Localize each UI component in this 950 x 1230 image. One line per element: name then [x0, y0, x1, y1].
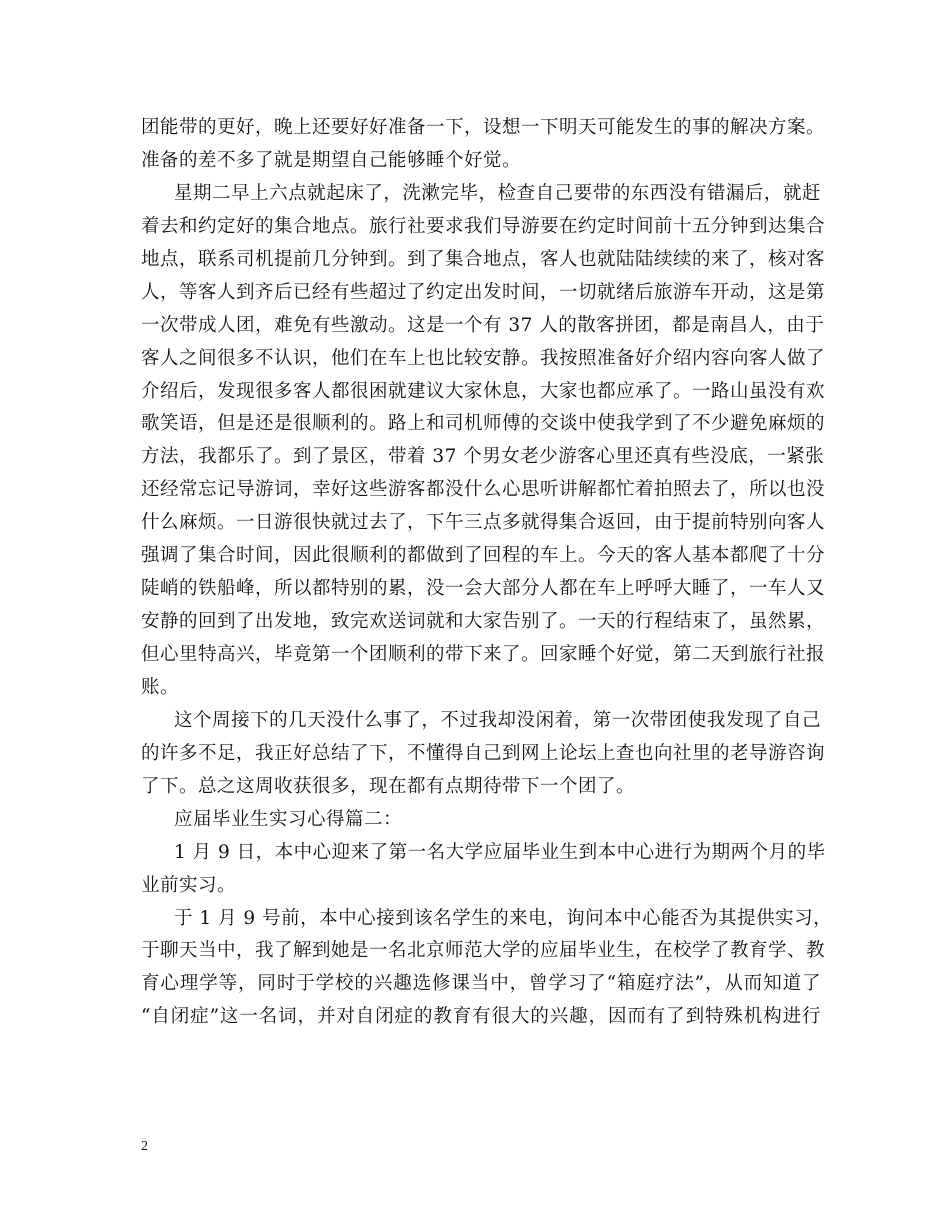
- text-line: 业前实习。: [141, 874, 237, 896]
- text-line: 了下。总之这周收获很多，现在都有点期待带下一个团了。: [141, 775, 636, 797]
- text-line: 介绍后，发现很多客人都很困就建议大家休息，大家也都应承了。一路山虽没有欢: [141, 380, 826, 402]
- text-line: 客人之间很多不认识，他们在车上也比较安静。我按照准备好介绍内容向客人做了: [141, 347, 826, 369]
- text-line: 一次带成人团，难免有些激动。这是一个有 37 人的散客拼团，都是南昌人，由于: [141, 314, 825, 336]
- page-number: 2: [141, 1139, 148, 1154]
- text-line: 安静的回到了出发地，致完欢送词就和大家告别了。一天的行程结束了，虽然累，: [141, 611, 826, 633]
- paragraph-first-line: 1 月 9 日，本中心迎来了第一名大学应届毕业生到本中心进行为期两个月的毕: [174, 841, 826, 863]
- text-line: 的许多不足，我正好总结了下，不懂得自己到网上论坛上查也向社里的老导游咨询: [141, 742, 826, 764]
- text-line: 但心里特高兴，毕竟第一个团顺利的带下来了。回家睡个好觉，第二天到旅行社报: [141, 644, 826, 665]
- text-line: 准备的差不多了就是期望自己能够睡个好觉。: [141, 149, 522, 171]
- text-line: 什么麻烦。一日游很快就过去了，下午三点多就得集合返回，由于提前特别向客人: [141, 512, 826, 534]
- paragraph-first-line: 于 1 月 9 号前，本中心接到该名学生的来电，询问本中心能否为其提供实习，: [174, 907, 833, 929]
- text-line: 地点，联系司机提前几分钟到。到了集合地点，客人也就陆陆续续的来了，核对客: [141, 248, 826, 270]
- text-line: 于聊天当中，我了解到她是一名北京师范大学的应届毕业生，在校学了教育学、教: [141, 940, 826, 962]
- text-line: 育心理学等，同时于学校的兴趣选修课当中，曾学习了“箱庭疗法”，从而知道了: [141, 973, 821, 995]
- paragraph-first-line: 这个周接下的几天没什么事了，不过我却没闲着，第一次带团使我发现了自己: [174, 709, 821, 731]
- text-line: 强调了集合时间，因此很顺利的都做到了回程的车上。今天的客人基本都爬了十分: [141, 545, 826, 567]
- text-line: 着去和约定好的集合地点。旅行社要求我们导游要在约定时间前十五分钟到达集合: [141, 215, 826, 237]
- section-heading: 应届毕业生实习心得篇二：: [174, 808, 403, 830]
- document-body: [141, 112, 833, 1034]
- text-line: 方法，我都乐了。到了景区，带着 37 个男女老少游客心里还真有些没底，一紧张: [141, 446, 825, 468]
- text-line: 歌笑语，但是还是很顺利的。路上和司机师傅的交谈中使我学到了不少避免麻烦的: [141, 413, 826, 435]
- text-line: 人，等客人到齐后已经有些超过了约定出发时间，一切就绪后旅游车开动，这是第: [141, 281, 826, 303]
- text-line: 账。: [141, 676, 180, 698]
- text-line: “自闭症”这一名词，并对自闭症的教育有很大的兴趣，因而有了到特殊机构进行: [141, 1006, 821, 1028]
- text-line: 陡峭的铁船峰，所以都特别的累，没一会大部分人都在车上呼呼大睡了，一车人又: [141, 578, 826, 600]
- text-line: 团能带的更好，晚上还要好好准备一下，设想一下明天可能发生的事的解决方案。: [141, 117, 826, 138]
- text-line: 还经常忘记导游词，幸好这些游客都没什么心思听讲解都忙着拍照去了，所以也没: [141, 479, 826, 501]
- paragraph-first-line: 星期二早上六点就起床了，洗漱完毕，检查自己要带的东西没有错漏后，就赶: [174, 182, 821, 204]
